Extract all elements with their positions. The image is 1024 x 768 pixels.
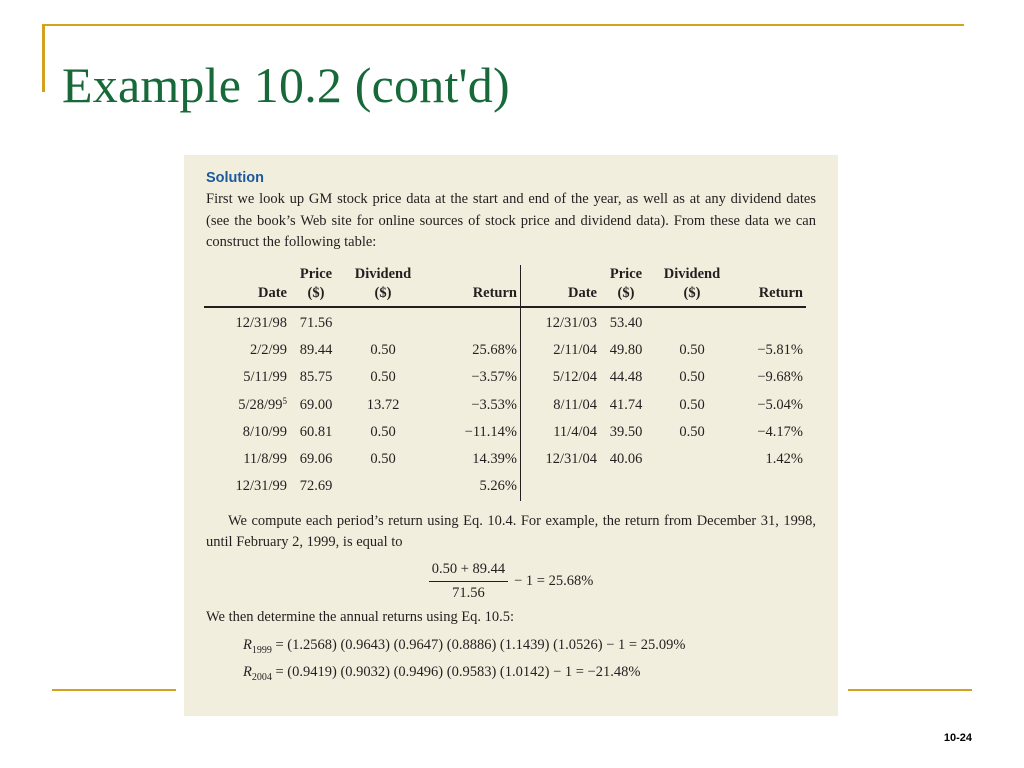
fraction-denominator: 71.56 (452, 584, 485, 601)
dividend-cell (342, 473, 424, 500)
slide-title: Example 10.2 (cont'd) (62, 57, 510, 113)
date-cell: 8/10/99 (242, 423, 287, 440)
price-cell: 39.50 (609, 423, 643, 440)
price-cell: 41.74 (609, 396, 643, 413)
header-cell: ($) (600, 284, 652, 307)
price-cell: 60.81 (299, 423, 333, 440)
formula-result: − 1 = 25.68% (514, 572, 594, 589)
table-row (204, 391, 806, 418)
dividend-cell (652, 307, 732, 337)
table-header-row-2 (204, 284, 806, 307)
price-cell: 40.06 (609, 451, 643, 468)
table-row (204, 364, 806, 391)
return-cell: 1.42% (765, 451, 803, 468)
dividend-cell: 0.50 (679, 396, 705, 413)
dividend-cell: 0.50 (679, 369, 705, 386)
table-row (204, 446, 806, 473)
header-cell: Price (299, 265, 333, 282)
header-cell: Return (732, 284, 806, 307)
return-cell: 14.39% (424, 446, 521, 473)
equation-r1999 (206, 632, 816, 659)
return-formula (206, 560, 816, 603)
solution-panel (184, 155, 838, 716)
table-row (204, 473, 806, 500)
header-cell: ($) (342, 284, 424, 307)
date-cell: 12/31/98 (235, 314, 287, 331)
fraction (429, 560, 508, 603)
header-cell: Return (424, 284, 521, 307)
date-cell: 5/12/04 (552, 369, 597, 386)
dividend-cell: 0.50 (370, 369, 396, 386)
equation-expression: = (1.2568) (0.9643) (0.9647) (0.8886) (1.1439) (1.0526) − 1 = 25.09% (271, 637, 686, 654)
dividend-cell: 0.50 (370, 341, 396, 358)
price-cell (600, 473, 652, 500)
table-header-row-1 (204, 265, 806, 284)
return-cell: −3.57% (424, 364, 521, 391)
annual-paragraph: We then determine the annual returns using Eq. 10.5: (206, 608, 515, 625)
fraction-numerator: 0.50 + 89.44 (429, 560, 508, 582)
header-cell: Price (609, 265, 643, 282)
date-cell: 11/4/04 (553, 423, 597, 440)
return-cell (732, 473, 806, 500)
compute-paragraph: We compute each period’s return using Eq. 10.4. For example, the return from December 31, 1998, until February 2, 1999, is equal to (206, 512, 816, 551)
header-cell: Dividend (354, 265, 412, 282)
return-cell (424, 307, 521, 337)
date-cell: 5/11/99 (243, 369, 287, 386)
price-cell: 44.48 (609, 369, 643, 386)
price-cell: 89.44 (299, 341, 333, 358)
header-cell (732, 265, 806, 284)
return-cell: −5.04% (757, 396, 803, 413)
equation-r2004 (206, 659, 816, 686)
table-row (204, 419, 806, 446)
date-cell: 12/31/99 (235, 478, 287, 495)
footnote-marker: 5 (282, 395, 287, 406)
return-cell: −9.68% (757, 369, 803, 386)
return-cell: −3.53% (424, 391, 521, 418)
date-cell: $5/28/99^5$ (238, 395, 287, 413)
dividend-cell: 0.50 (370, 451, 396, 468)
header-cell (204, 265, 290, 284)
equation-variable: R (243, 664, 252, 681)
price-cell: 49.80 (609, 341, 643, 358)
equation-subscript: 2004 (251, 672, 272, 684)
date-cell: 11/8/99 (243, 451, 287, 468)
date-cell: 12/31/03 (545, 314, 597, 331)
price-cell: 85.75 (299, 369, 333, 386)
dividend-cell: 0.50 (679, 341, 705, 358)
equation-expression: = (0.9419) (0.9032) (0.9496) (0.9583) (1.0142) − 1 = −21.48% (271, 664, 641, 681)
date-cell: 12/31/04 (545, 451, 597, 468)
return-cell: 5.26% (424, 473, 521, 500)
equation-variable: R (243, 637, 252, 654)
return-cell: −5.81% (757, 341, 803, 358)
bottom-left-accent-line (52, 689, 176, 691)
price-cell: 53.40 (609, 314, 643, 331)
return-cell: −4.17% (757, 423, 803, 440)
header-cell: Dividend (663, 265, 721, 282)
dividend-cell: 13.72 (366, 396, 400, 413)
solution-heading: Solution (206, 170, 264, 186)
stock-return-table (204, 265, 806, 501)
table-row (204, 337, 806, 364)
price-cell: 72.69 (299, 478, 333, 495)
date-cell: 2/2/99 (249, 341, 287, 358)
slide-number: 10-24 (943, 732, 972, 744)
annual-equations (206, 632, 816, 686)
dividend-cell (652, 473, 732, 500)
header-cell: Date (521, 284, 601, 307)
top-accent-line (42, 24, 964, 26)
intro-paragraph: First we look up GM stock price data at the start and end of the year, as well as at any dividend dates (see the book’s Web site for online sources of stock price and dividend data). From these data we can construct the following table: (206, 191, 816, 250)
header-cell: ($) (290, 284, 342, 307)
dividend-cell (652, 446, 732, 473)
equation-subscript: 1999 (251, 645, 272, 657)
header-cell (521, 265, 601, 284)
price-cell: 71.56 (299, 314, 333, 331)
dividend-cell: 0.50 (370, 423, 396, 440)
dividend-cell (342, 307, 424, 337)
price-cell: 69.06 (299, 451, 333, 468)
date-cell: 8/11/04 (553, 396, 597, 413)
date-cell (521, 473, 601, 500)
return-cell (732, 307, 806, 337)
table-row (204, 307, 806, 337)
header-cell (424, 265, 521, 284)
left-accent-line (42, 24, 45, 92)
header-cell: Date (204, 284, 290, 307)
price-cell: 69.00 (299, 396, 333, 413)
bottom-right-accent-line (848, 689, 972, 691)
return-cell: −11.14% (424, 419, 521, 446)
return-cell: 25.68% (424, 337, 521, 364)
date-cell: 2/11/04 (553, 341, 597, 358)
header-cell: ($) (652, 284, 732, 307)
dividend-cell: 0.50 (679, 423, 705, 440)
